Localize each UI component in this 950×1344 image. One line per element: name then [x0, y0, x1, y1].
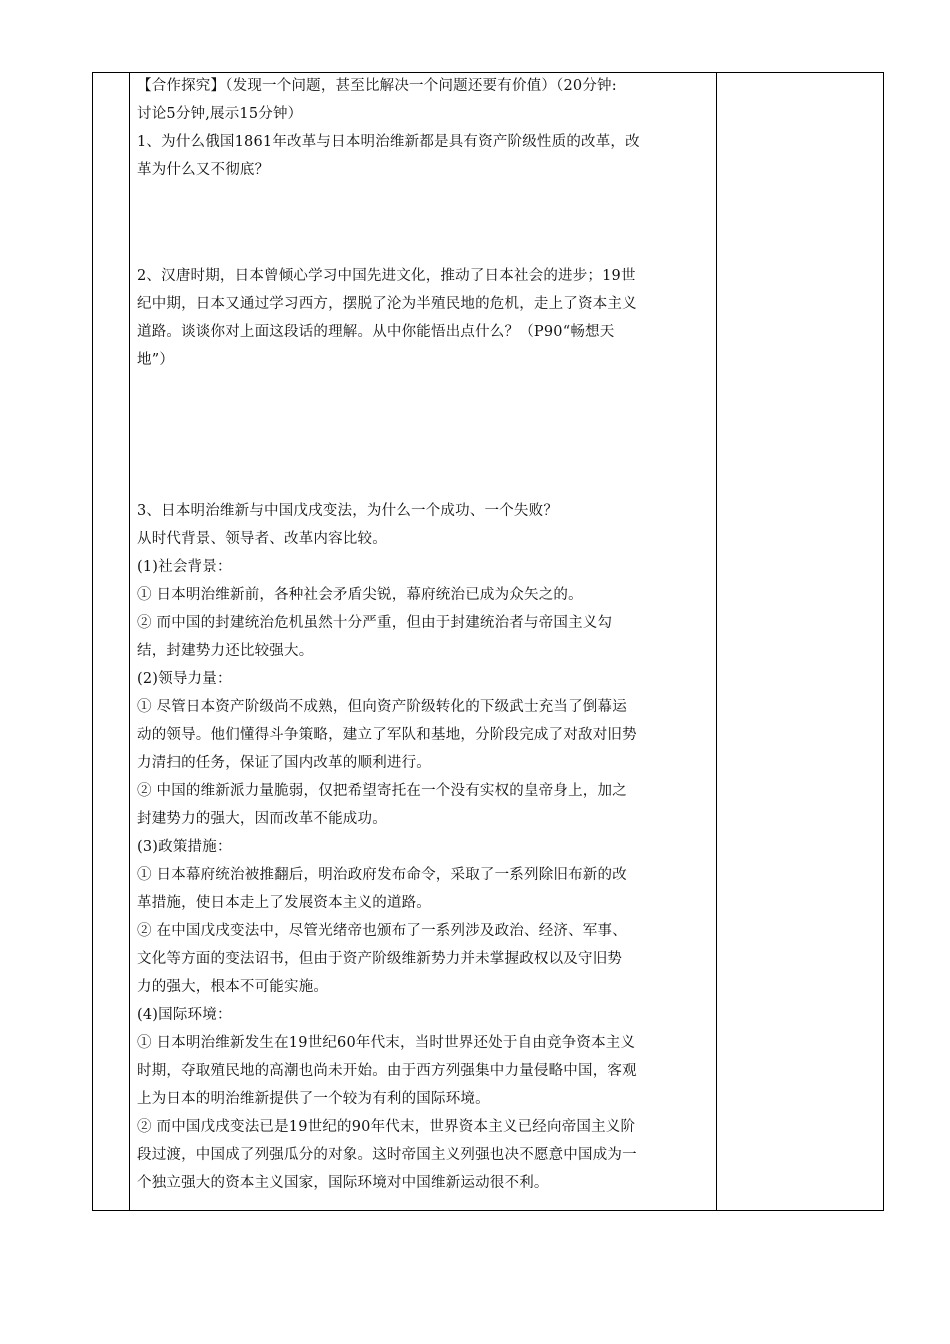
intro-text: （发现一个问题，甚至比解决一个问题还要有价值）（20分钟:: [225, 78, 617, 94]
section-title: 【合作探究】: [137, 78, 226, 94]
intro-line-2: 讨论5分钟,展示15分钟）: [137, 106, 303, 122]
question-1: [137, 128, 712, 184]
intro-line-1: [137, 72, 712, 100]
q3-line: 革措施，使日本走上了发展资本主义的道路。: [137, 895, 431, 911]
q3-line: 3、日本明治维新与中国戊戌变法，为什么一个成功、一个失败？: [137, 503, 559, 519]
q2-line: 2、汉唐时期，日本曾倾心学习中国先进文化，推动了日本社会的进步；19世: [137, 268, 636, 284]
answer-space-1: [137, 184, 712, 262]
q3-line: 上为日本的明治维新提供了一个较为有利的国际环境。: [137, 1091, 490, 1107]
q3-line: 时期，夺取殖民地的高潮也尚未开始。由于西方列强集中力量侵略中国，客观: [137, 1063, 637, 1079]
q3-line: ② 在中国戊戌变法中，尽管光绪帝也颁布了一系列涉及政治、经济、军事、: [137, 923, 627, 939]
q3-line: 封建势力的强大，因而改革不能成功。: [137, 811, 387, 827]
q3-line: ② 而中国的封建统治危机虽然十分严重，但由于封建统治者与帝国主义勾: [137, 615, 613, 631]
q3-line: ① 日本明治维新发生在19世纪60年代末，当时世界还处于自由竞争资本主义: [137, 1035, 636, 1051]
question-2: [137, 262, 712, 374]
q3-line: ② 而中国戊戌变法已是19世纪的90年代末，世界资本主义已经向帝国主义阶: [137, 1119, 636, 1135]
q3-line: ① 尽管日本资产阶级尚不成熟，但向资产阶级转化的下级武士充当了倒幕运: [137, 699, 627, 715]
q3-line: ① 日本明治维新前，各种社会矛盾尖锐，幕府统治已成为众矢之的。: [137, 587, 583, 603]
q2-line: 道路。谈谈你对上面这段话的理解。从中你能悟出点什么？（P90“畅想天: [137, 324, 615, 340]
q3-line: ① 日本幕府统治被推翻后，明治政府发布命令，采取了一系列除旧布新的改: [137, 867, 627, 883]
q3-line: 文化等方面的变法诏书，但由于资产阶级维新势力并未掌握政权以及守旧势: [137, 951, 623, 967]
main-content: [137, 72, 712, 1197]
q3-line: 从时代背景、领导者、改革内容比较。: [137, 531, 387, 547]
q2-line: 地”）: [137, 352, 175, 368]
q3-line: 力的强大，根本不可能实施。: [137, 979, 329, 995]
q3-line: (2)领导力量：: [137, 671, 232, 687]
left-margin-column: [93, 73, 130, 1210]
question-3: [137, 497, 712, 1197]
q1-line: 1、为什么俄国1861年改革与日本明治维新都是具有资产阶级性质的改革，改: [137, 134, 640, 150]
q3-line: (1)社会背景：: [137, 559, 232, 575]
q2-line: 纪中期，日本又通过学习西方，摆脱了沦为半殖民地的危机，走上了资本主义: [137, 296, 637, 312]
q1-line: 革为什么又不彻底？: [137, 162, 270, 178]
q3-line: 动的领导。他们懂得斗争策略，建立了军队和基地，分阶段完成了对敌对旧势: [137, 727, 637, 743]
q3-line: 段过渡，中国成了列强瓜分的对象。这时帝国主义列强也决不愿意中国成为一: [137, 1147, 637, 1163]
q3-line: (3)政策措施：: [137, 839, 232, 855]
q3-line: 个独立强大的资本主义国家，国际环境对中国维新运动很不利。: [137, 1175, 549, 1191]
answer-space-2: [137, 374, 712, 497]
q3-line: 力清扫的任务，保证了国内改革的顺利进行。: [137, 755, 431, 771]
q3-line: 结，封建势力还比较强大。: [137, 643, 314, 659]
q3-line: ② 中国的维新派力量脆弱，仅把希望寄托在一个没有实权的皇帝身上，加之: [137, 783, 627, 799]
q3-line: (4)国际环境：: [137, 1007, 232, 1023]
notes-column: [716, 73, 883, 1210]
